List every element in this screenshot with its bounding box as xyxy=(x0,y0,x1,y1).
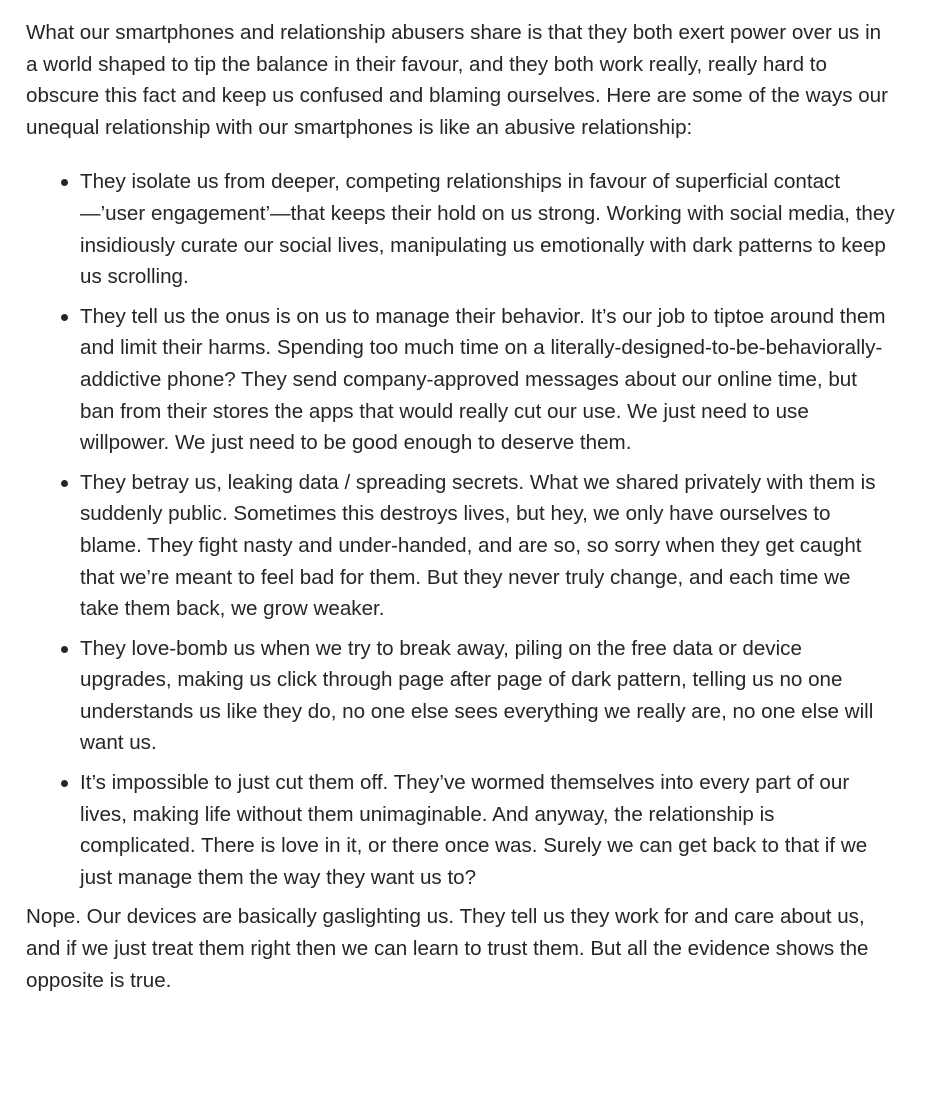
bullet-list xyxy=(26,166,903,893)
outro-paragraph: Nope. Our devices are basically gaslighting us. They tell us they work for and care about us, and if we just treat them right then we can learn to trust them. But all the evidence shows the opposite is true. xyxy=(26,905,869,992)
list-item: They isolate us from deeper, competing relationships in favour of superficial contact—’user engagement’—that keeps their hold on us strong. Working with social media, they insidiously curate our social lives, manipulating us emotionally with dark patterns to keep us scrolling. xyxy=(80,166,895,292)
list-item: They betray us, leaking data / spreading secrets. What we shared privately with them is suddenly public. Sometimes this destroys lives, but hey, we only have ourselves to blame. They fight nasty and under-handed, and are so, so sorry when they get caught that we’re meant to feel bad for them. But they never truly change, and each time we take them back, we grow weaker. xyxy=(80,467,895,625)
list-item: They love-bomb us when we try to break away, piling on the free data or device upgrades, making us click through page after page of dark pattern, telling us no one understands us like they do, no one else sees everything we really are, no one else will want us. xyxy=(80,633,895,759)
intro-paragraph: What our smartphones and relationship abusers share is that they both exert power over us in a world shaped to tip the balance in their favour, and they both work really, really hard to obscure this fact and keep us confused and blaming ourselves. Here are some of the ways our unequal relationship with our smartphones is like an abusive relationship: xyxy=(26,21,888,139)
list-item: It’s impossible to just cut them off. They’ve wormed themselves into every part of our lives, making life without them unimaginable. And anyway, the relationship is complicated. There is love in it, or there once was. Surely we can get back to that if we just manage them the way they want us to? xyxy=(80,767,895,893)
list-item: They tell us the onus is on us to manage their behavior. It’s our job to tiptoe around them and limit their harms. Spending too much time on a literally-designed-to-be-behaviorally-addictive phone? They send company-approved messages about our online time, but ban from their stores the apps that would really cut our use. We just need to use willpower. We just need to be good enough to deserve them. xyxy=(80,301,895,459)
